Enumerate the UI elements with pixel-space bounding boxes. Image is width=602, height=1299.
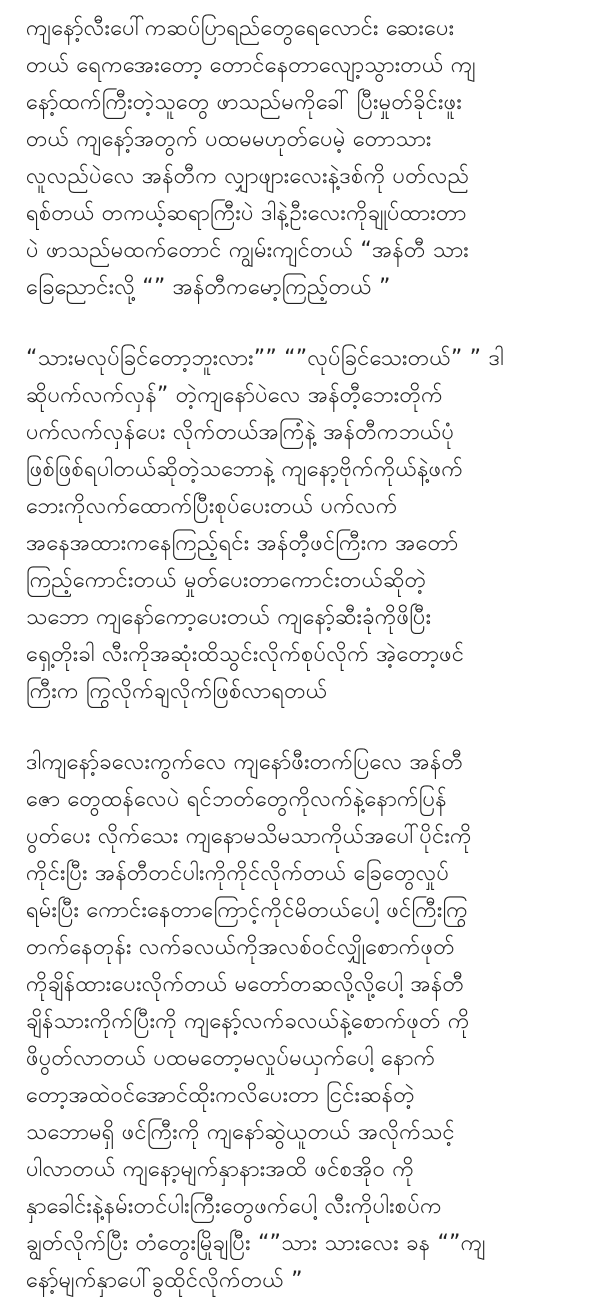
text-line: ကိုင်းပြီး အန်တီတင်ပါးကိုကိုင်လိုက်တယ် ခြေတွေလှုပ် — [26, 861, 450, 886]
text-line: ဇော တွေထန်လေပဲ ရင်ဘတ်တွေကိုလက်နဲ့နောက်ပြန် — [26, 787, 447, 812]
text-line: အနေအထားကနေကြည့်ရင်း အန်တီ့ဖင်ကြီးက အတော် — [26, 531, 459, 556]
text-line: ဘေးကိုလက်ထောက်ပြီးစုပ်ပေးတယ် ပက်လက် — [26, 494, 398, 519]
text-line: ကြည့်ကောင်းတယ် မှုတ်ပေးတာကောင်းတယ်ဆိုတဲ့ — [26, 568, 427, 593]
text-line: နော့်မျက်နှာပေါ်ခွထိုင်လိုက်တယ် ” — [26, 1268, 303, 1293]
text-line: နော့်ထက်ကြီးတဲ့သူတွေ ဖာသည်မကိုခေါ် ပြီးမှုတ်ခိုင်းဖူး — [26, 90, 462, 115]
text-line: ရှေ့တိုးခါ လီးကိုအဆုံးထိသွင်းလိုက်စုပ်လိုက် အဲ့တော့ဖင် — [26, 642, 465, 667]
text-line: တယ် ရေကအေးတော့ တောင်နေတာလျော့သွားတယ် ကျ — [26, 53, 476, 78]
text-line: တယ် ကျနော့်အတွက် ပထမမဟုတ်ပေမဲ့ တောသား — [26, 127, 432, 152]
text-line: နှာခေါင်းနဲ့နမ်းတင်ပါးကြီးတွေဖက်ပေါ့ လီးကိုပါးစပ်က — [26, 1194, 442, 1219]
text-line: တော့အထဲဝင်အောင်ထိုးကလိပေးတာ ငြင်းဆန်တဲ့ — [26, 1083, 415, 1108]
text-line: သဘော ကျနော်ကော့ပေးတယ် ကျနော့်ဆီးခုံကိုဖိပြီး — [26, 605, 432, 630]
paragraph-2 — [26, 340, 576, 710]
text-line: ဖြစ်ဖြစ်ရပါတယ်ဆိုတဲ့သဘောနဲ့ ကျနော့ဗိုက်ကိုယ်နဲ့ဖက် — [26, 457, 464, 482]
text-line: တက်နေတုန်း လက်ခလယ်ကိုအလစ်ဝင်လျှိုစောက်ဖုတ် — [26, 935, 455, 960]
text-line: ကိုချိန်ထားပေးလိုက်တယ် မတော်တဆလို့လို့ပေါ့ အန်တီ — [26, 972, 465, 997]
text-line: ရစ်တယ် တကယ့်ဆရာကြီးပဲ ဒါနဲ့ဦးလေးကိုချုပ်ထားတာ — [26, 201, 467, 226]
text-line: ပက်လက်လှန်ပေး လိုက်တယ်အကြံနဲ့ အန်တီကဘယ်ပုံ — [26, 420, 455, 445]
text-line: ချွတ်လိုက်ပြီး တံတွေးမြိုချပြီး “”သား သားလေး ခန “”ကျ — [26, 1231, 486, 1256]
text-line: ပွတ်ပေး လိုက်သေး ကျနောမသိမသာကိုယ်အပေါ်ပိုင်းကို — [26, 824, 472, 849]
text-line: ဖိပွတ်လာတယ် ပထမတော့မလှုပ်မယှက်ပေါ့ နောက် — [26, 1046, 436, 1071]
paragraph-spacer — [26, 710, 576, 744]
paragraph-1 — [26, 10, 576, 306]
text-line: ပါလာတယ် ကျနော့မျက်နှာနားအထိ ဖင်စအိုဝ ကို — [26, 1157, 415, 1182]
text-line: ဒါကျနော့်ခလေးကွက်လေ ကျနော်ဖီးတက်ပြလေ အန်တီ — [26, 750, 464, 775]
paragraph-spacer — [26, 306, 576, 340]
text-line: ခြေညောင်းလို့ “” အန်တီကမော့ကြည့်တယ် ” — [26, 275, 391, 300]
text-line: ဆိုပက်လက်လှန်” တဲ့ကျနော်ပဲလေ အန်တီ့ဘေးတိုက် — [26, 383, 443, 408]
text-line: လူလည်ပဲလေ အန်တီက လျှာဖျားလေးနဲ့ဒစ်ကို ပတ်လည် — [26, 164, 470, 189]
text-line: “သားမလုပ်ခြင်တော့ဘူးလား”” “”လုပ်ခြင်သေးတယ်” ” ဒါ — [26, 346, 504, 371]
text-line: ချိန်သားကိုက်ပြီးကို ကျနော့်လက်ခလယ်နဲ့စောက်ဖုတ် ကို — [26, 1009, 470, 1034]
text-line: ရမ်းပြီး ကောင်းနေတာကြောင့်ကိုင်မိတယ်ပေါ့ ဖင်ကြီးကြွ — [26, 898, 468, 923]
text-line: ကြီးက ကြွလိုက်ချလိုက်ဖြစ်လာရတယ် — [26, 679, 328, 704]
paragraph-3 — [26, 744, 576, 1299]
text-line: ကျနော့်လီးပေါ်ကဆပ်ပြာရည်တွေရေလောင်း ဆေးပေး — [26, 16, 455, 41]
text-line: ပဲ ဖာသည်မထက်တောင် ကျွမ်းကျင်တယ် “အန်တီ သား — [26, 238, 469, 263]
text-line: သဘောမရှိ ဖင်ကြီးကို ကျနော်ဆွဲယူတယ် အလိုက်သင့် — [26, 1120, 455, 1145]
